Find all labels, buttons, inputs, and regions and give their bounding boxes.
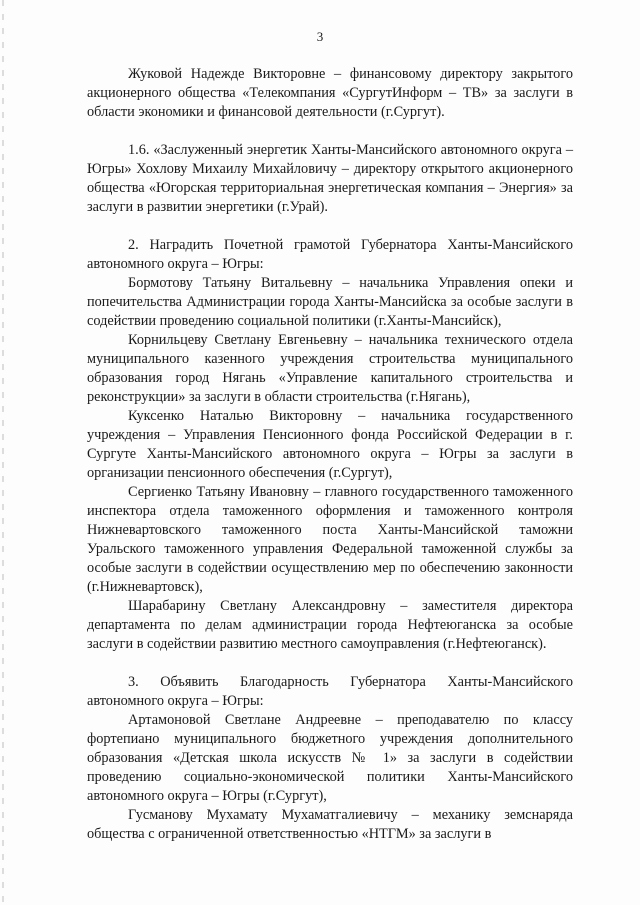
paragraph: Артамоновой Светлане Андреевне – преподавателю по классу фортепиано муниципального бюджетного учреждения дополнительного образования «Детская школа искусств № 1» за заслуги в содействии проведению социально-экономической политики Ханты-Мансийского автономного округа – Югры (г.Сургут), — [87, 712, 573, 804]
page-number: 3 — [316, 29, 324, 44]
paragraph: Куксенко Наталью Викторовну – начальника государственного учреждения – Управления Пенсионного фонда Российской Федерации в г. Сургуте Ханты-Мансийского автономного округа – Югры за заслуги в организации пенсионного обеспечения (г.Сургут), — [87, 408, 573, 481]
paragraph: Сергиенко Татьяну Ивановну – главного государственного таможенного инспектора отдела таможенного оформления и таможенного контроля Нижневартовского таможенного поста Ханты-Мансийской таможни Уральского таможенного управления Федеральной таможенной службы за особые заслуги в содействии осуществлению мер по обеспечению законности (г.Нижневартовск), — [87, 484, 573, 595]
scan-edge-mark — [2, 0, 4, 905]
paragraph: Корнильцеву Светлану Евгеньевну – начальника технического отдела муниципального казенного учреждения строительства муниципального образования город Нягань «Управление капитального строительства и реконструкции» за заслуги в области строительства (г.Нягань), — [87, 332, 573, 405]
paragraph: 1.6. «Заслуженный энергетик Ханты-Мансийского автономного округа – Югры» Хохлову Михаилу Михайловичу – директору открытого акционерного общества «Югорская территориальная энергетическая компания – Энергия» за заслуги в развитии энергетики (г.Урай). — [87, 142, 573, 215]
paragraph: 2. Наградить Почетной грамотой Губернатора Ханты-Мансийского автономного округа – Югры: — [87, 237, 573, 272]
document-body — [87, 65, 573, 844]
paragraph: Гусманову Мухамату Мухаматгалиевичу – механику земснаряда общества с ограниченной ответственностью «НТГМ» за заслуги в — [87, 807, 573, 842]
paragraph: Шарабарину Светлану Александровну – заместителя директора департамента по делам администрации города Нефтеюганска за особые заслуги в содействии развитию местного самоуправления (г.Нефтеюганск). — [87, 598, 573, 652]
paragraph: Жуковой Надежде Викторовне – финансовому директору закрытого акционерного общества «Телекомпания «СургутИнформ – ТВ» за заслуги в области экономики и финансовой деятельности (г.Сургут). — [87, 66, 573, 120]
paragraph: 3. Объявить Благодарность Губернатора Ханты-Мансийского автономного округа – Югры: — [87, 674, 573, 709]
paragraph: Бормотову Татьяну Витальевну – начальника Управления опеки и попечительства Администрации города Ханты-Мансийска за особые заслуги в содействии проведению социальной политики (г.Ханты-Мансийск), — [87, 275, 573, 329]
